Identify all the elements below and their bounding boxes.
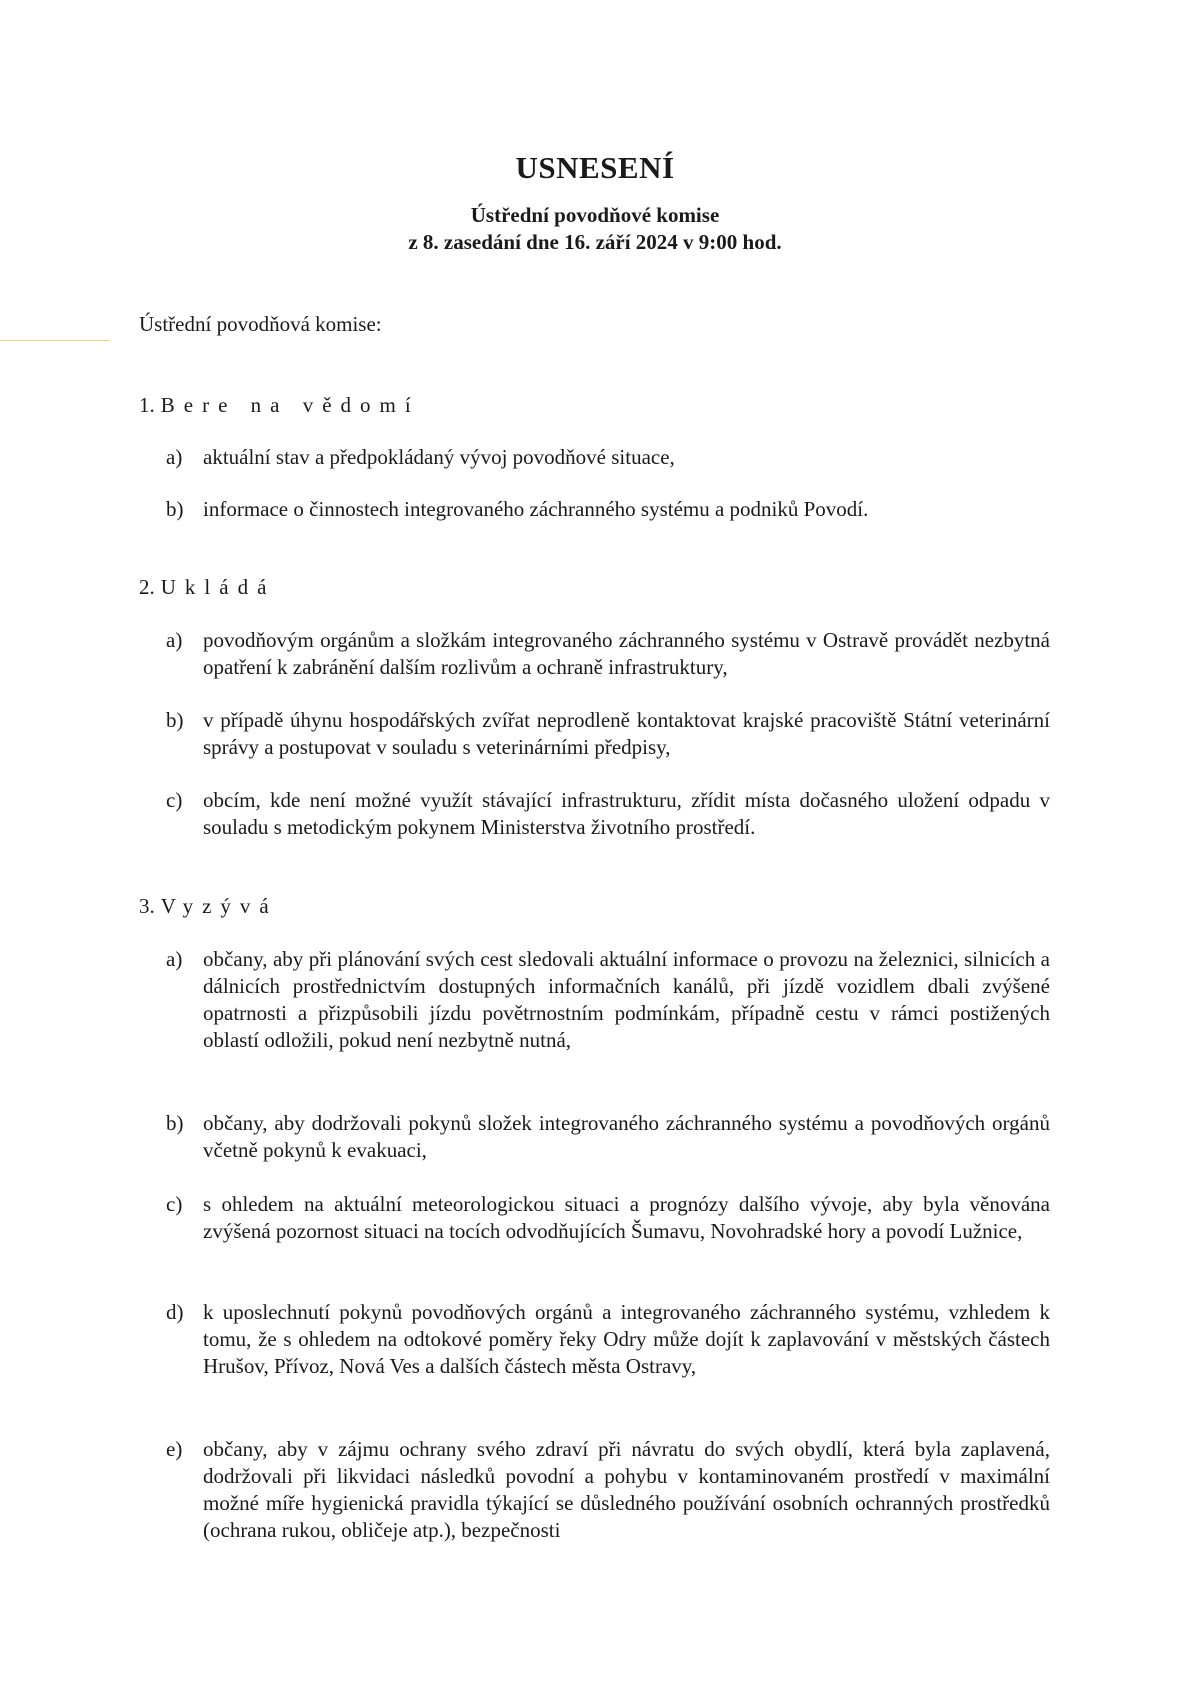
section-3-item-b bbox=[166, 1110, 1050, 1164]
item-label: d) bbox=[166, 1300, 184, 1324]
section-number: 3. bbox=[139, 894, 155, 918]
section-number: 1. bbox=[139, 393, 155, 417]
section-3-item-c bbox=[166, 1191, 1050, 1245]
intro-line: Ústřední povodňová komise: bbox=[139, 312, 382, 336]
section-2-heading bbox=[139, 575, 275, 600]
section-1-item-a bbox=[166, 444, 1050, 471]
item-label: b) bbox=[166, 1111, 184, 1135]
section-2-item-a bbox=[166, 627, 1050, 681]
section-number: 2. bbox=[139, 575, 155, 599]
item-text: informace o činnostech integrovaného záchranného systému a podniků Povodí. bbox=[203, 497, 869, 521]
section-2-item-b bbox=[166, 707, 1050, 761]
item-text: aktuální stav a předpokládaný vývoj povodňové situace, bbox=[203, 445, 675, 469]
document-subtitle-committee: Ústřední povodňové komise bbox=[470, 203, 720, 227]
section-2-item-c bbox=[166, 787, 1050, 841]
section-verb: Vyzývá bbox=[160, 894, 278, 918]
item-text: k uposlechnutí pokynů povodňových orgánů a integrovaného záchranného systému, vzhledem k tomu, že s ohledem na odtokové poměry řeky Odry může dojít k zaplavování v městských částech Hrušov, Přívoz, Nová Ves a dalších částech města Ostravy, bbox=[203, 1300, 1050, 1378]
item-text: v případě úhynu hospodářských zvířat neprodleně kontaktovat krajské pracoviště Státní veterinární správy a postupovat v souladu s veterinárními předpisy, bbox=[203, 708, 1050, 759]
item-text: obcím, kde není možné využít stávající infrastrukturu, zřídit místa dočasného uložení odpadu v souladu s metodickým pokynem Ministerstva životního prostředí. bbox=[203, 788, 1050, 839]
item-label: a) bbox=[166, 947, 183, 971]
item-text: občany, aby při plánování svých cest sledovali aktuální informace o provozu na železnici, silnicích a dálnicích prostřednictvím dostupných informačních kanálů, při jízdě vozidlem dbali zvýšené opatrnosti a přizpůsobili jízdu povětrnostním podmínkám, případně cestu v rámci postižených oblastí odložili, pokud není nezbytně nutná, bbox=[203, 947, 1050, 1052]
item-label: b) bbox=[166, 708, 184, 732]
section-1-heading bbox=[139, 393, 420, 418]
section-verb: Bere na vědomí bbox=[160, 393, 420, 417]
scan-artifact-line bbox=[0, 340, 110, 341]
section-3-item-d bbox=[166, 1299, 1050, 1380]
item-text: povodňovým orgánům a složkám integrovaného záchranného systému v Ostravě provádět nezbytná opatření k zabránění dalším rozlivům a ochraně infrastruktury, bbox=[203, 628, 1050, 679]
section-3-heading bbox=[139, 894, 278, 919]
item-label: e) bbox=[166, 1437, 183, 1461]
item-text: občany, aby v zájmu ochrany svého zdraví při návratu do svých obydlí, která byla zaplavená, dodržovali při likvidaci následků povodní a pohybu v kontaminovaném prostředí v maximální možné míře hygienická pravidla týkající se důsledného používání osobních ochranných prostředků (ochrana rukou, obličeje atp.), bezpečnosti bbox=[203, 1437, 1050, 1542]
item-text: s ohledem na aktuální meteorologickou situaci a prognózy dalšího vývoje, aby byla věnována zvýšená pozornost situaci na tocích odvodňujících Šumavu, Novohradské hory a povodí Lužnice, bbox=[203, 1192, 1050, 1243]
section-3-item-e bbox=[166, 1436, 1050, 1544]
section-verb: Ukládá bbox=[160, 575, 276, 599]
item-label: c) bbox=[166, 788, 183, 812]
section-3-item-a bbox=[166, 946, 1050, 1054]
section-1-item-b bbox=[166, 496, 1050, 523]
item-label: a) bbox=[166, 445, 183, 469]
item-text: občany, aby dodržovali pokynů složek integrovaného záchranného systému a povodňových orgánů včetně pokynů k evakuaci, bbox=[203, 1111, 1050, 1162]
item-label: c) bbox=[166, 1192, 183, 1216]
item-label: b) bbox=[166, 497, 184, 521]
item-label: a) bbox=[166, 628, 183, 652]
document-subtitle-session: z 8. zasedání dne 16. září 2024 v 9:00 hod. bbox=[408, 230, 782, 254]
document-title: USNESENÍ bbox=[515, 150, 675, 185]
